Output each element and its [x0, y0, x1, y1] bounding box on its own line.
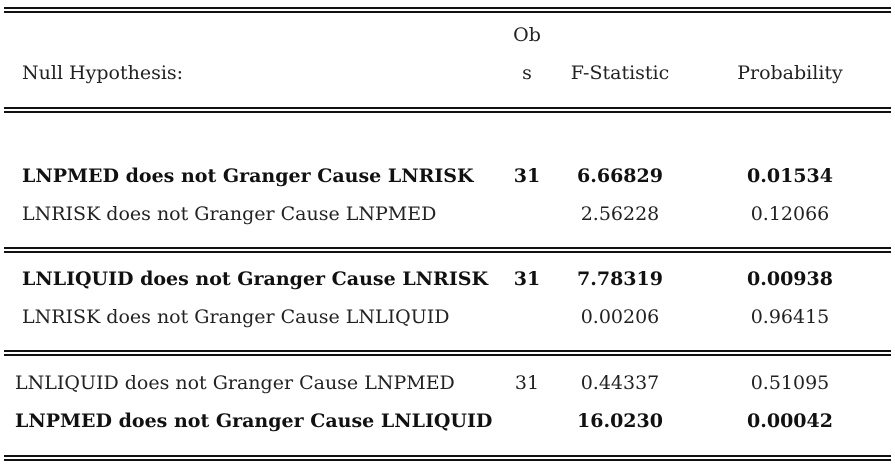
header-null-hypothesis: Null Hypothesis:: [22, 62, 184, 84]
table-bottom-rule: [4, 455, 891, 461]
header-obs-line1: Ob: [513, 24, 541, 46]
row-hypothesis: LNRISK does not Granger Cause LNPMED: [22, 203, 437, 225]
row-f-statistic: 7.78319: [577, 268, 663, 290]
row-obs: 31: [513, 268, 541, 290]
header-probability: Probability: [737, 62, 843, 84]
row-f-statistic: 0.00206: [580, 306, 660, 328]
row-probability: 0.96415: [750, 306, 830, 328]
row-hypothesis: LNLIQUID does not Granger Cause LNPMED: [15, 372, 455, 394]
row-hypothesis: LNPMED does not Granger Cause LNLIQUID: [15, 410, 493, 432]
row-probability: 0.00938: [747, 268, 833, 290]
row-probability: 0.51095: [750, 372, 830, 394]
group-divider: [4, 247, 891, 253]
header-f-statistic: F-Statistic: [570, 62, 670, 84]
row-f-statistic: 2.56228: [580, 203, 660, 225]
table-top-rule: [4, 7, 891, 13]
group-divider: [4, 350, 891, 356]
row-obs: 31: [514, 372, 540, 394]
header-rule: [4, 107, 891, 113]
row-hypothesis: LNLIQUID does not Granger Cause LNRISK: [22, 268, 488, 290]
row-probability: 0.01534: [747, 165, 833, 187]
row-probability: 0.12066: [750, 203, 830, 225]
row-f-statistic: 6.66829: [577, 165, 663, 187]
row-f-statistic: 0.44337: [580, 372, 660, 394]
row-probability: 0.00042: [747, 410, 833, 432]
row-obs: 31: [513, 165, 541, 187]
row-f-statistic: 16.0230: [577, 410, 663, 432]
row-hypothesis: LNPMED does not Granger Cause LNRISK: [22, 165, 474, 187]
header-obs-line2: s: [522, 62, 532, 84]
row-hypothesis: LNRISK does not Granger Cause LNLIQUID: [22, 306, 450, 328]
